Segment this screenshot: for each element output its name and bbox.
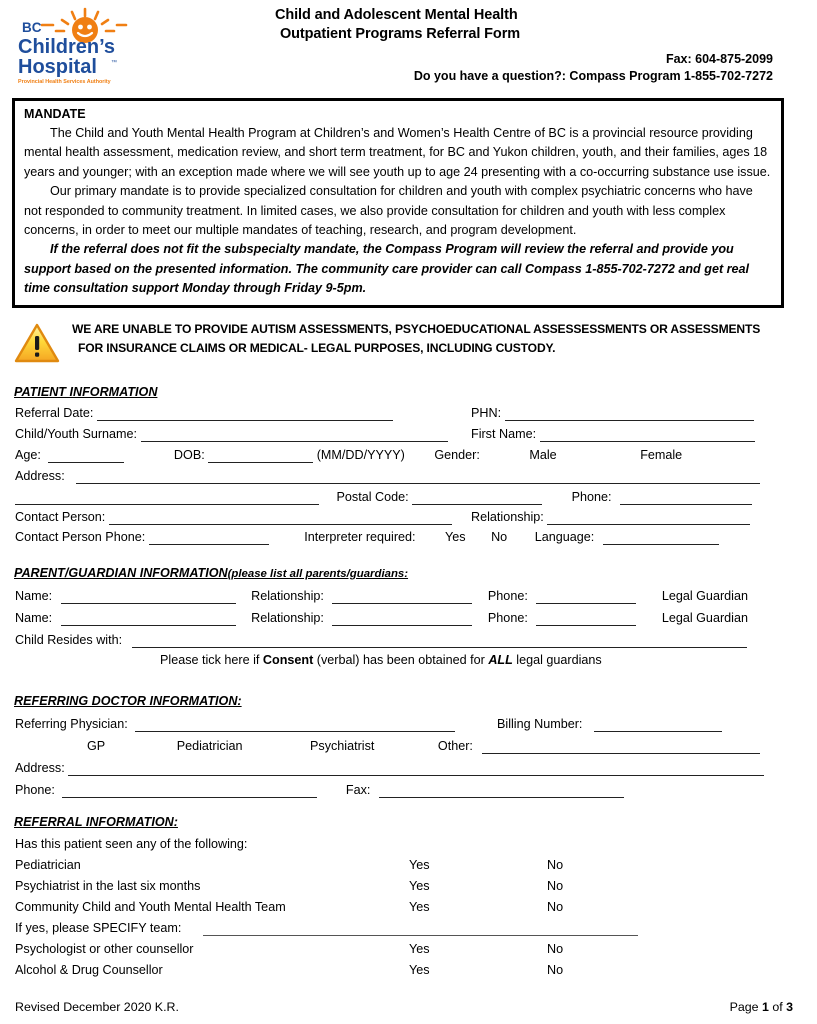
warning-banner	[14, 320, 804, 369]
referral-item-yes-3[interactable]: Yes	[409, 942, 430, 956]
specify-team-label: If yes, please SPECIFY team:	[15, 921, 182, 935]
guardian-2-name-label: Name:	[15, 611, 53, 625]
referral-item-label-4: Alcohol & Drug Counsellor	[15, 963, 163, 977]
consent-tick-note[interactable]	[160, 653, 602, 667]
guardian-2-name-input[interactable]	[61, 612, 236, 626]
guardian-1-relationship-input[interactable]	[332, 590, 472, 604]
bc-childrens-hospital-logo	[12, 6, 130, 86]
referral-item-label-1: Psychiatrist in the last six months	[15, 879, 201, 893]
referral-item-no-2[interactable]: No	[547, 900, 564, 914]
title-block	[275, 6, 795, 83]
contact-relationship-label: Relationship:	[471, 510, 544, 524]
billing-number-label: Billing Number:	[497, 717, 583, 731]
section-heading-patient-information: PATIENT INFORMATION	[14, 385, 158, 399]
guardian-1-legal-guardian-option[interactable]: Legal Guardian	[661, 589, 748, 603]
mandate-paragraph-3: If the referral does not fit the subspecialty mandate, the Compass Program will review the referral and provide you support based on the presented information. The community care provider can call Compass 1-855-702-7272 and get real time consultation support Monday through Friday 9-5pm.	[24, 242, 750, 296]
row-address2-postal-phone	[15, 489, 752, 505]
row-age-dob-gender	[15, 447, 682, 463]
referral-item-no-0[interactable]: No	[547, 858, 564, 872]
age-input[interactable]	[48, 449, 124, 463]
interpreter-required-label: Interpreter required:	[304, 530, 416, 544]
interpreter-option-no[interactable]: No	[491, 530, 508, 544]
row-first-name	[471, 426, 755, 442]
referring-physician-input[interactable]	[135, 718, 455, 732]
language-label: Language:	[534, 530, 595, 544]
guardian-row-2	[15, 610, 748, 626]
row-billing-number	[497, 716, 722, 732]
doctor-address-input[interactable]	[68, 762, 764, 776]
mandate-heading: MANDATE	[24, 107, 86, 121]
guardian-2-phone-input[interactable]	[536, 612, 636, 626]
footer-page-total: 3	[786, 1000, 793, 1014]
referral-date-label: Referral Date:	[15, 406, 94, 420]
contact-person-phone-label: Contact Person Phone:	[15, 530, 146, 544]
logo-bc-text: BC	[22, 20, 42, 35]
contact-person-input[interactable]	[109, 511, 452, 525]
row-phn	[471, 405, 754, 421]
doctor-address-label: Address:	[15, 761, 65, 775]
referral-item-label-2: Community Child and Youth Mental Health Team	[15, 900, 286, 914]
footer-revised-date: Revised December 2020 K.R.	[15, 1000, 179, 1014]
guardian-row-1	[15, 588, 748, 604]
form-title-line-2: Outpatient Programs Referral Form	[280, 26, 521, 42]
specify-team-input[interactable]	[203, 922, 638, 936]
patient-phone-label: Phone:	[571, 490, 612, 504]
section-heading-parent-guardian	[14, 566, 408, 580]
surname-input[interactable]	[141, 428, 448, 442]
doctor-phone-input[interactable]	[62, 784, 317, 798]
doctor-type-other-label: Other:	[437, 739, 473, 753]
parent-guardian-heading-sub: (please list all parents/guardians:	[227, 568, 409, 580]
referral-item-yes-0[interactable]: Yes	[409, 858, 430, 872]
referral-item-no-4[interactable]: No	[547, 963, 564, 977]
doctor-type-option-pediatrician[interactable]: Pediatrician	[176, 739, 243, 753]
page-header	[0, 0, 817, 92]
logo-hospital-text: Hospital	[18, 56, 97, 78]
postal-code-input[interactable]	[412, 491, 542, 505]
gender-label: Gender:	[434, 448, 480, 462]
logo-tagline-text: Provincial Health Services Authority	[18, 79, 111, 85]
phn-label: PHN:	[471, 406, 502, 420]
row-specify-team	[15, 920, 638, 936]
mandate-paragraph-2: Our primary mandate is to provide specialized consultation for children and youth with complex psychiatric concerns who have not responded to community treatment. In limited cases, we also provide consultation for children and youth with less complex concerns, in order to meet our multiple mandates of teaching, research, and program development.	[24, 184, 753, 238]
referral-item-label-0: Pediatrician	[15, 858, 81, 872]
section-heading-referring-doctor: REFERRING DOCTOR INFORMATION:	[14, 694, 242, 708]
dob-format-hint: (MM/DD/YYYY)	[316, 448, 405, 462]
row-contact-phone-interpreter	[15, 529, 719, 545]
doctor-phone-label: Phone:	[15, 783, 55, 797]
section-heading-referral-information: REFERRAL INFORMATION:	[14, 815, 178, 829]
logo-childrens-text: Children’s	[18, 36, 116, 58]
row-child-resides-with	[15, 632, 747, 648]
referral-item-label-3: Psychologist or other counsellor	[15, 942, 194, 956]
consent-note-bold: Consent	[262, 653, 314, 667]
guardian-1-relationship-label: Relationship:	[251, 589, 324, 603]
guardian-2-phone-label: Phone:	[487, 611, 528, 625]
row-surname	[15, 426, 448, 442]
guardian-1-phone-input[interactable]	[536, 590, 636, 604]
dob-input[interactable]	[208, 449, 313, 463]
doctor-fax-label: Fax:	[345, 783, 371, 797]
child-resides-with-label: Child Resides with:	[15, 633, 123, 647]
guardian-1-phone-label: Phone:	[487, 589, 528, 603]
language-input[interactable]	[603, 531, 719, 545]
row-doctor-type-options	[15, 738, 760, 754]
svg-text:™: ™	[111, 60, 117, 66]
row-referring-physician	[15, 716, 455, 732]
guardian-1-name-label: Name:	[15, 589, 53, 603]
row-doctor-phone-fax	[15, 782, 624, 798]
consent-note-mid: (verbal) has been obtained for	[313, 653, 489, 667]
guardian-2-legal-guardian-option[interactable]: Legal Guardian	[661, 611, 748, 625]
row-referral-date-phn	[15, 405, 393, 421]
consent-note-pre: Please tick here if	[160, 653, 263, 667]
fax-number: Fax: 604-875-2099	[665, 52, 773, 66]
row-doctor-address	[15, 760, 764, 776]
compass-question-line: Do you have a question?: Compass Program 1-855-702-7272	[413, 69, 773, 83]
row-contact-relationship	[471, 509, 750, 525]
doctor-type-option-gp[interactable]: GP	[87, 739, 106, 753]
address-input[interactable]	[76, 470, 760, 484]
warning-text-line-1: WE ARE UNABLE TO PROVIDE AUTISM ASSESSMENTS, PSYCHOEDUCATIONAL ASSESSESSMENTS OR ASSESSMENTS	[72, 322, 761, 336]
referral-date-input[interactable]	[97, 407, 393, 421]
warning-triangle-icon	[14, 320, 62, 369]
gender-option-male[interactable]: Male	[529, 448, 557, 462]
doctor-fax-input[interactable]	[379, 784, 624, 798]
contact-person-label: Contact Person:	[15, 510, 106, 524]
child-resides-with-input[interactable]	[132, 634, 747, 648]
surname-label: Child/Youth Surname:	[15, 427, 138, 441]
referring-physician-label: Referring Physician:	[15, 717, 128, 731]
parent-guardian-heading-main: PARENT/GUARDIAN INFORMATION	[14, 566, 228, 580]
consent-note-post: legal guardians	[512, 653, 602, 667]
warning-text	[62, 320, 760, 358]
billing-number-input[interactable]	[594, 718, 722, 732]
row-address	[15, 468, 760, 484]
warning-text-line-2: FOR INSURANCE CLAIMS OR MEDICAL- LEGAL PURPOSES, INCLUDING CUSTODY.	[78, 341, 556, 355]
footer-page-num: 1	[761, 1000, 769, 1014]
dob-label: DOB:	[173, 448, 205, 462]
referral-item-yes-2[interactable]: Yes	[409, 900, 430, 914]
interpreter-option-yes[interactable]: Yes	[445, 530, 466, 544]
referral-item-no-3[interactable]: No	[547, 942, 564, 956]
footer-page-mid: of	[768, 1000, 787, 1014]
address-line2-input[interactable]	[15, 491, 319, 505]
doctor-type-option-psychiatrist[interactable]: Psychiatrist	[310, 739, 375, 753]
contact-relationship-input[interactable]	[547, 511, 750, 525]
referral-item-no-1[interactable]: No	[547, 879, 564, 893]
footer-page-number	[730, 1000, 793, 1014]
form-title-line-1: Child and Adolescent Mental Health	[275, 7, 518, 23]
row-contact-person	[15, 509, 452, 525]
postal-code-label: Postal Code:	[336, 490, 409, 504]
mandate-paragraph-1: The Child and Youth Mental Health Program at Children’s and Women’s Health Centre of BC is a provincial resource providing mental health assessment, medication review, and short term treatment, for BC and Yukon children, youth, and their families, ages 18 years and younger; with an exception made where we will see youth up to age 24 presenting with a co-occurring substance use issue.	[24, 126, 771, 179]
contact-person-phone-input[interactable]	[149, 531, 269, 545]
consent-note-all: ALL	[488, 653, 513, 667]
guardian-2-relationship-input[interactable]	[332, 612, 472, 626]
footer-page-pre: Page	[729, 1000, 762, 1014]
first-name-label: First Name:	[471, 427, 537, 441]
referral-item-yes-4[interactable]: Yes	[409, 963, 430, 977]
age-label: Age:	[15, 448, 41, 462]
phn-input[interactable]	[505, 407, 754, 421]
patient-phone-input[interactable]	[620, 491, 752, 505]
mandate-box	[14, 100, 782, 306]
address-label: Address:	[15, 469, 65, 483]
gender-option-female[interactable]: Female	[640, 448, 683, 462]
referral-prompt: Has this patient seen any of the following:	[15, 837, 248, 851]
referral-item-yes-1[interactable]: Yes	[409, 879, 430, 893]
doctor-type-other-input[interactable]	[482, 740, 760, 754]
guardian-1-name-input[interactable]	[61, 590, 236, 604]
guardian-2-relationship-label: Relationship:	[251, 611, 324, 625]
first-name-input[interactable]	[540, 428, 755, 442]
logo-svg	[12, 6, 130, 86]
